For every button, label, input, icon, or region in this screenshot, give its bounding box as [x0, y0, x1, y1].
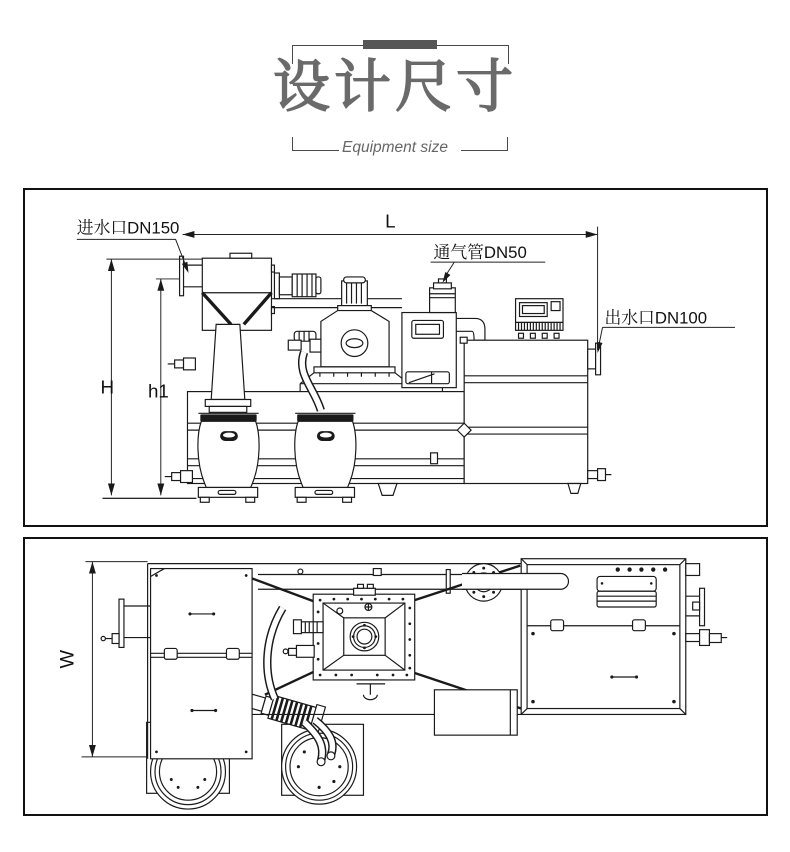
center-cone-top [283, 584, 414, 699]
control-panel [516, 299, 563, 339]
dim-h1-label: h1 [147, 380, 169, 402]
top-view-panel [23, 537, 768, 816]
dim-W-label: W [56, 649, 79, 669]
inlet-hopper [180, 253, 321, 330]
top-view-drawing [25, 539, 766, 814]
left-filter-box-top [151, 569, 253, 759]
transfer-pipe [271, 299, 401, 308]
dim-H-label: H [100, 376, 115, 398]
callout-vent [431, 243, 546, 283]
dimension-h1 [148, 279, 180, 495]
front-view-panel [23, 188, 768, 527]
vent-label: 通气管DN50 [433, 243, 527, 263]
internal-pipe-top [462, 573, 568, 589]
page-subtitle: Equipment size [342, 139, 448, 156]
dim-L-label: L [385, 210, 396, 232]
callout-outlet [597, 308, 735, 353]
callout-inlet [77, 218, 189, 273]
page-title: 设计尺寸 [273, 55, 517, 119]
outlet-label: 出水口DN100 [604, 308, 708, 328]
title-accent-bar [363, 40, 437, 49]
front-view-drawing [25, 190, 766, 525]
inlet-label: 进水口DN150 [76, 218, 180, 238]
hopper-drop-pipe [205, 324, 250, 412]
collection-barrel-1 [198, 413, 259, 502]
inlet-flange-top [101, 599, 150, 647]
dimension-W [57, 562, 148, 757]
collection-barrel-2 [295, 413, 356, 502]
outlet-flange-top [686, 564, 727, 646]
